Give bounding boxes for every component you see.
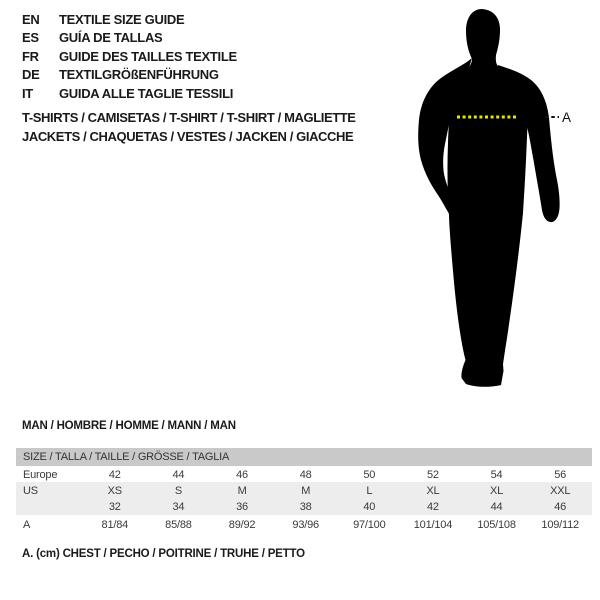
table-cell: 105/108 bbox=[477, 519, 516, 531]
table-row-chest-a bbox=[16, 515, 592, 535]
table-cell: 38 bbox=[299, 501, 312, 513]
language-row-es bbox=[22, 29, 237, 47]
table-cell: XL bbox=[490, 484, 504, 497]
table-cell: 109/112 bbox=[541, 519, 579, 531]
language-label: TEXTILE SIZE GUIDE bbox=[59, 12, 185, 27]
category-tshirts: T-SHIRTS / CAMISETAS / T-SHIRT / T-SHIRT / MAGLIETTE bbox=[22, 110, 356, 125]
table-header: SIZE / TALLA / TAILLE / GRÖSSE / TAGLIA bbox=[16, 448, 592, 466]
language-code: FR bbox=[22, 48, 39, 64]
table-cell: 54 bbox=[490, 468, 503, 481]
table-row-europe bbox=[16, 467, 592, 482]
table-cell: 85/88 bbox=[165, 519, 192, 531]
language-code: IT bbox=[22, 85, 33, 101]
table-cell: 44 bbox=[490, 501, 503, 513]
table-row-us-numeric bbox=[16, 499, 592, 515]
table-cell: XL bbox=[426, 484, 440, 497]
table-cell: 93/96 bbox=[292, 519, 319, 531]
table-row-us-letter bbox=[16, 482, 592, 499]
table-cell: 56 bbox=[554, 468, 567, 481]
table-cell: S bbox=[174, 484, 182, 497]
table-cell: L bbox=[366, 484, 373, 497]
table-cell: 42 bbox=[108, 468, 121, 481]
table-cell: 40 bbox=[363, 501, 376, 513]
measure-label-a: A bbox=[562, 110, 572, 125]
table-cell: M bbox=[237, 484, 247, 497]
row-label: Europe bbox=[23, 468, 58, 481]
language-label: TEXTILGRÖßENFÜHRUNG bbox=[59, 67, 219, 83]
body-shape bbox=[447, 9, 529, 387]
table-cell: XXL bbox=[550, 484, 571, 497]
table-cell: 44 bbox=[172, 468, 185, 481]
category-jackets: JACKETS / CHAQUETAS / VESTES / JACKEN / GIACCHE bbox=[22, 129, 354, 144]
chest-footnote: A. (cm) CHEST / PECHO / POITRINE / TRUHE / PETTO bbox=[22, 548, 305, 560]
table-cell: 101/104 bbox=[413, 519, 453, 531]
category-lines bbox=[22, 108, 356, 146]
man-silhouette-figure bbox=[408, 8, 574, 393]
language-label: GUIDE DES TAILLES TEXTILE bbox=[59, 48, 237, 64]
language-code: ES bbox=[22, 30, 39, 46]
table-cell: XS bbox=[107, 484, 122, 497]
man-silhouette bbox=[408, 8, 574, 393]
table-cell: 89/92 bbox=[228, 519, 256, 531]
table-cell: 52 bbox=[427, 468, 439, 481]
table-cell: 48 bbox=[299, 468, 312, 481]
section-title-man: MAN / HOMBRE / HOMME / MANN / MAN bbox=[22, 420, 236, 432]
table-cell: 32 bbox=[108, 501, 121, 513]
language-code: DE bbox=[22, 67, 40, 83]
language-row-fr bbox=[22, 48, 237, 66]
table-cell: 42 bbox=[427, 501, 439, 513]
row-label: US bbox=[23, 484, 38, 497]
size-table bbox=[16, 448, 592, 535]
language-list bbox=[22, 11, 237, 103]
table-cell: 46 bbox=[554, 501, 567, 513]
language-row-en bbox=[22, 11, 237, 29]
table-cell: 36 bbox=[236, 501, 248, 513]
language-label: GUIDA ALLE TAGLIE TESSILI bbox=[59, 85, 234, 101]
row-label: A bbox=[23, 519, 31, 531]
language-row-de bbox=[22, 66, 237, 84]
language-row-it bbox=[22, 85, 237, 103]
table-cell: 34 bbox=[172, 501, 185, 513]
table-cell: 46 bbox=[236, 468, 248, 481]
table-cell: 50 bbox=[363, 468, 376, 481]
table-cell: 97/100 bbox=[353, 519, 386, 531]
table-cell: M bbox=[301, 484, 311, 497]
language-code: EN bbox=[22, 12, 40, 27]
language-label: GUÍA DE TALLAS bbox=[59, 30, 163, 46]
table-cell: 81/84 bbox=[101, 519, 129, 531]
